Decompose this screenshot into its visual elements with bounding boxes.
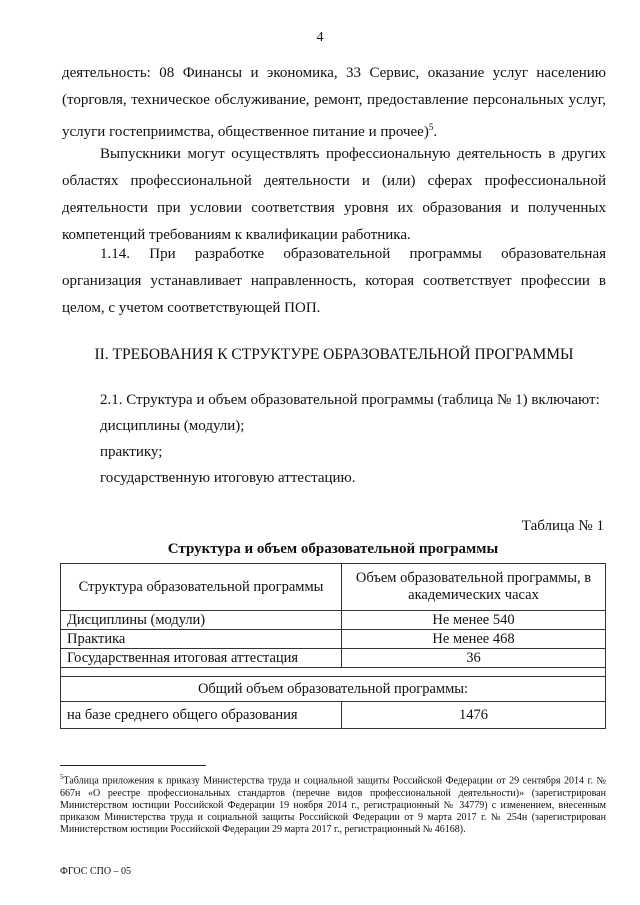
list-item: государственную итоговую аттестацию. bbox=[100, 470, 356, 486]
table-row bbox=[61, 649, 606, 668]
page-footer: ФГОС СПО – 05 bbox=[60, 866, 132, 877]
program-structure-table bbox=[60, 563, 606, 729]
table-total-label-row bbox=[61, 677, 606, 702]
paragraph-1-14: 1.14. При разработке образовательной программы образовательная организация устанавливает направленность, которая соответствует профессии в целом, с учетом соответствующей ПОП. bbox=[62, 246, 606, 316]
list-item: практику; bbox=[100, 444, 163, 460]
row-label: на базе среднего общего образования bbox=[61, 702, 342, 729]
header-cell: Структура образовательной программы bbox=[61, 564, 342, 611]
paragraph-text: деятельность: 08 Финансы и экономика, 33 Сервис, оказание услуг населению (торговля, техническое обслуживание, ремонт, предоставление персональных услуг, услуги гостеприимства, общественное питание и прочее) bbox=[62, 65, 606, 140]
list-item: дисциплины (модули); bbox=[100, 418, 245, 434]
page-number: 4 bbox=[316, 30, 324, 45]
footnote-mark: 5 bbox=[60, 773, 64, 781]
paragraph-graduates: Выпускники могут осуществлять профессиональную деятельность в других областях профессиональной деятельности и (или) сферах профессиональной деятельности при условии соответствия уровня их образования и полученных компетенций требованиям к квалификации работника. bbox=[62, 146, 606, 243]
table-row bbox=[61, 630, 606, 649]
header-cell: Объем образовательной программы, в академических часах bbox=[342, 564, 606, 611]
row-value: Не менее 540 bbox=[342, 611, 606, 630]
row-label: Практика bbox=[61, 630, 342, 649]
paragraph-end: . bbox=[433, 124, 438, 140]
footnote bbox=[60, 771, 606, 836]
row-value: Не менее 468 bbox=[342, 630, 606, 649]
row-value: 36 bbox=[342, 649, 606, 668]
table-row bbox=[61, 611, 606, 630]
total-label: Общий объем образовательной программы: bbox=[61, 677, 606, 702]
table-header-row bbox=[61, 564, 606, 611]
section-heading: II. ТРЕБОВАНИЯ К СТРУКТУРЕ ОБРАЗОВАТЕЛЬНОЙ ПРОГРАММЫ bbox=[94, 346, 574, 363]
paragraph-activity-areas bbox=[62, 60, 606, 146]
footnote-reference: 5 bbox=[428, 122, 434, 132]
table-spacer-row bbox=[61, 668, 606, 677]
row-label: Государственная итоговая аттестация bbox=[61, 649, 342, 668]
row-value: 1476 bbox=[342, 702, 606, 729]
table-title: Структура и объем образовательной программы bbox=[167, 541, 499, 557]
table-row bbox=[61, 702, 606, 729]
footnote-text: Таблица приложения к приказу Министерства труда и социальной защиты Российской Федерации от 29 сентября 2014 г. № 667н «О реестре профессиональных стандартов (перечне видов профессиональной деятельности)» (зарегистрирован Министерством юстиции Российской Федерации 19 ноября 2014 г., регистрационный № 34779) с изменением, внесенным приказом Министерства труда и социальной защиты Российской Федерации от 9 марта 2017 г. № 254н (зарегистрирован Министерством юстиции Российской Федерации 29 марта 2017 г., регистрационный № 46168). bbox=[60, 775, 606, 836]
row-label: Дисциплины (модули) bbox=[61, 611, 342, 630]
table-number: Таблица № 1 bbox=[521, 518, 604, 534]
spacer-cell bbox=[61, 668, 606, 677]
footnote-divider bbox=[60, 765, 206, 766]
section-intro: 2.1. Структура и объем образовательной программы (таблица № 1) включают: bbox=[100, 392, 600, 408]
